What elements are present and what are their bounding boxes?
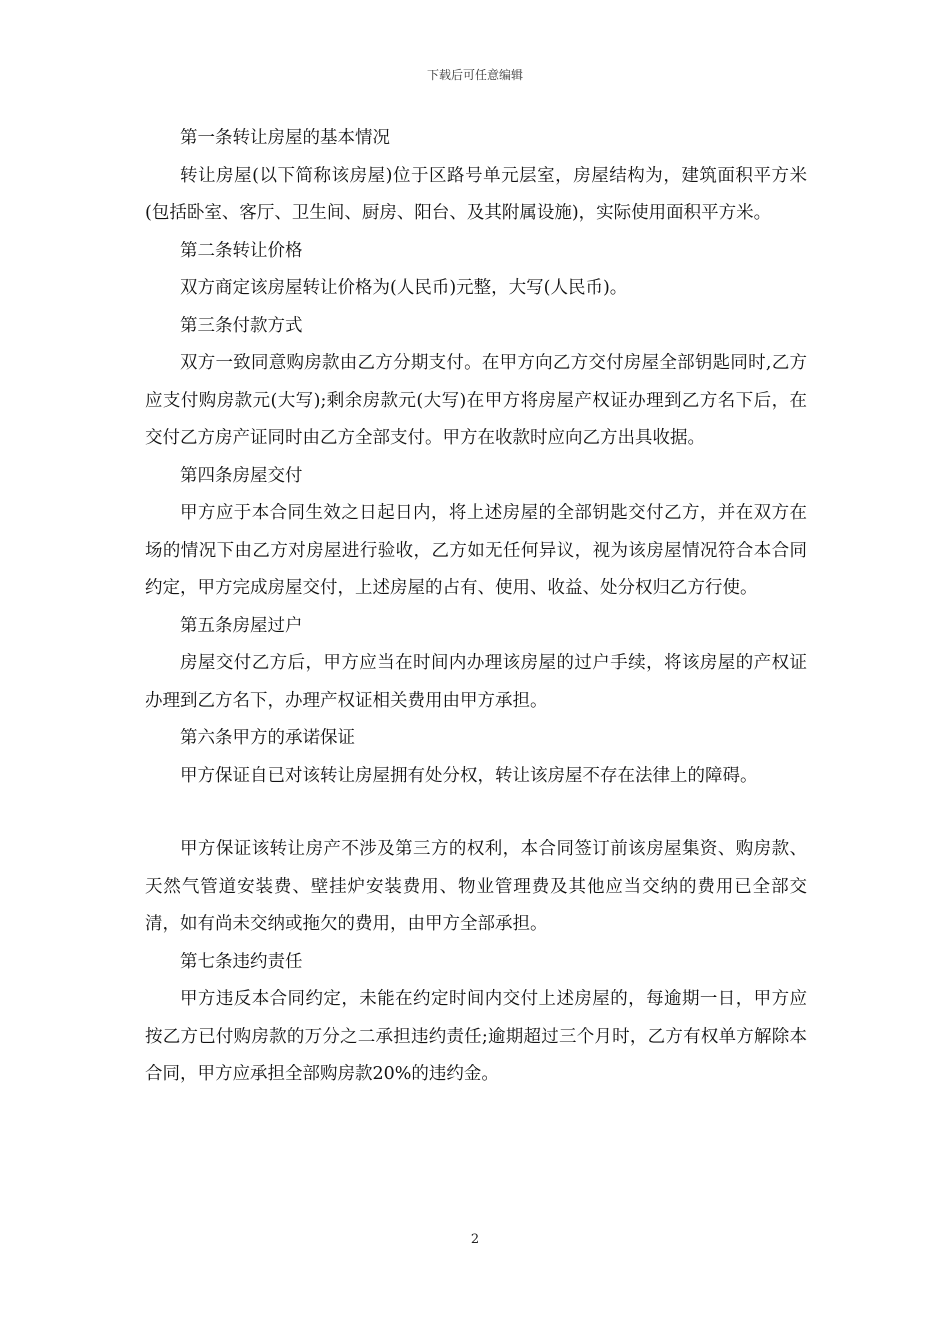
article-4-heading: 第四条房屋交付 bbox=[180, 465, 303, 486]
article-6-text-1: 甲方保证自已对该转让房屋拥有处分权，转让该房屋不存在法律上的障碍。 bbox=[180, 765, 758, 786]
article-2-text: 双方商定该房屋转让价格为(人民币)元整，大写(人民币)。 bbox=[180, 278, 628, 298]
article-3-heading: 第三条付款方式 bbox=[180, 315, 303, 336]
article-7-text: 甲方违反本合同约定，未能在约定时间内交付上述房屋的，每逾期一日，甲方应按乙方已付购房款的万分之二承担违约责任;逾期超过三个月时，乙方有权单方解除本合同，甲方应承担全部购房款20%的违约金。 bbox=[145, 989, 807, 1084]
article-5-text: 房屋交付乙方后，甲方应当在时间内办理该房屋的过户手续，将该房屋的产权证办理到乙方名下，办理产权证相关费用由甲方承担。 bbox=[145, 653, 807, 711]
article-2-heading: 第二条转让价格 bbox=[180, 240, 303, 261]
article-6-heading: 第六条甲方的承诺保证 bbox=[180, 728, 355, 748]
document-body bbox=[145, 120, 807, 1094]
article-1-heading: 第一条转让房屋的基本情况 bbox=[180, 128, 390, 148]
page-number: 2 bbox=[470, 1232, 480, 1247]
article-5-heading: 第五条房屋过户 bbox=[180, 615, 303, 636]
article-6-text-2: 甲方保证该转让房产不涉及第三方的权利，本合同签订前该房屋集资、购房款、天然气管道安装费、壁挂炉安装费用、物业管理费及其他应当交纳的费用已全部交清，如有尚未交纳或拖欠的费用，由甲方全部承担。 bbox=[145, 839, 807, 934]
article-4-text: 甲方应于本合同生效之日起日内，将上述房屋的全部钥匙交付乙方，并在双方在场的情况下由乙方对房屋进行验收，乙方如无任何异议，视为该房屋情况符合本合同约定，甲方完成房屋交付，上述房屋的占有、使用、收益、处分权归乙方行使。 bbox=[145, 503, 807, 598]
article-1-text: 转让房屋(以下简称该房屋)位于区路号单元层室，房屋结构为，建筑面积平方米(包括卧室、客厅、卫生间、厨房、阳台、及其附属设施)，实际使用面积平方米。 bbox=[145, 165, 807, 223]
page-header: 下载后可任意编辑 bbox=[426, 68, 523, 82]
article-3-text: 双方一致同意购房款由乙方分期支付。在甲方向乙方交付房屋全部钥匙同时,乙方应支付购房款元(大写);剩余房款元(大写)在甲方将房屋产权证办理到乙方名下后，在交付乙方房产证同时由乙方全部支付。甲方在收款时应向乙方出具收据。 bbox=[145, 353, 807, 448]
article-7-heading: 第七条违约责任 bbox=[180, 951, 303, 972]
